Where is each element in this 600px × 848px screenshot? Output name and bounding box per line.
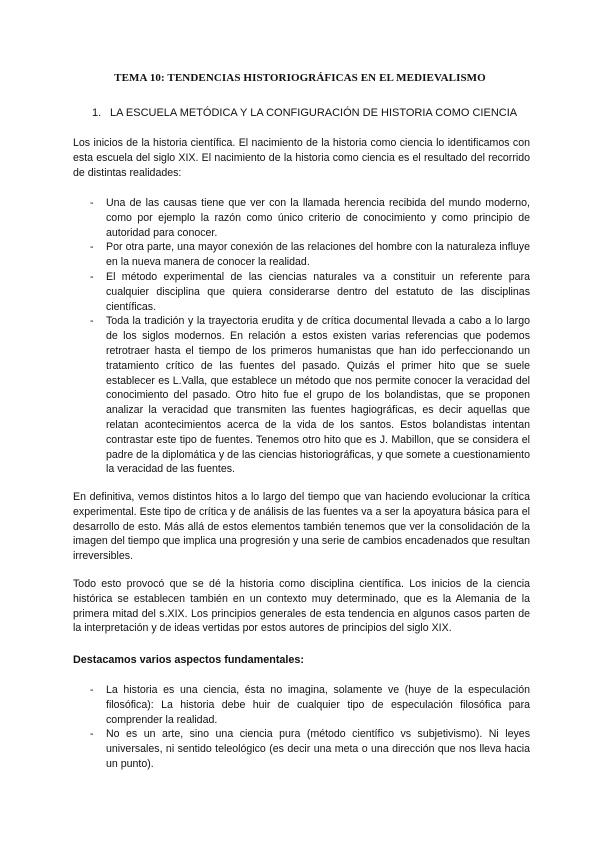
- section-heading: [92, 107, 532, 119]
- list-item: [73, 196, 530, 240]
- intro-paragraph: Los inicios de la historia científica. El nacimiento de la historia como ciencia lo identificamos con esta escuela del siglo XIX. El nacimiento de la historia como ciencia es el resultado del recorrido de distintas realidades:: [73, 137, 530, 179]
- bullet-marker: -: [90, 728, 94, 741]
- bullet-marker: -: [90, 315, 94, 328]
- list-item: [73, 240, 530, 270]
- list-item: [73, 727, 530, 771]
- document-title: TEMA 10: TENDENCIAS HISTORIOGRÁFICAS EN EL MEDIEVALISMO: [114, 72, 486, 84]
- context-paragraph: Todo esto provocó que se dé la historia como disciplina científica. Los inicios de la ciencia histórica se establecen también en un contexto muy determinado, que es la Alemania de la primera mitad del s.XIX. Los principios generales de esta tendencia en algunos casos parten de la interpretación y de ideas vertidas por estos autores de principios del siglo XIX.: [73, 578, 530, 635]
- list-item-text: No es un arte, sino una ciencia pura (método científico vs subjetivismo). Ni leyes universales, ni sentido teleológico (es decir una meta o una dirección que nos lleva hacia un punto).: [106, 728, 530, 770]
- section-number: 1.: [92, 107, 102, 119]
- list-item-text: El método experimental de las ciencias naturales va a constituir un referente para cualquier disciplina que quiera considerarse dentro del estatuto de las disciplinas científicas.: [106, 270, 530, 313]
- bullet-marker: -: [90, 270, 94, 283]
- causes-list: [73, 196, 530, 477]
- list-item: [73, 683, 530, 727]
- conclusion-paragraph: En definitiva, vemos distintos hitos a lo largo del tiempo que van haciendo evolucionar la crítica experimental. Este tipo de crítica y de análisis de las fuentes va a ser la apoyatura básica para el desarrollo de esto. Más allá de estos elementos también tenemos que ver la consolidación de la imagen del tiempo que implica una progresión y una serie de cambios encadenados que resultan irreversibles.: [73, 491, 530, 563]
- aspects-heading: Destacamos varios aspectos fundamentales:: [73, 654, 305, 666]
- list-item-text: La historia es una ciencia, ésta no imagina, solamente ve (huye de la especulación filosófica): La historia debe huir de cualquier tipo de especulación filosófica para comprender la realidad.: [106, 684, 530, 726]
- section-title: LA ESCUELA METÓDICA Y LA CONFIGURACIÓN DE HISTORIA COMO CIENCIA: [110, 107, 518, 119]
- bullet-marker: -: [90, 684, 94, 696]
- list-item-text: Por otra parte, una mayor conexión de las relaciones del hombre con la naturaleza influye en la nueva manera de conocer la realidad.: [106, 241, 530, 269]
- bullet-marker: -: [90, 197, 94, 209]
- list-item: [73, 314, 530, 477]
- list-item-text: Toda la tradición y la trayectoria erudita y de crítica documental llevada a cabo a lo largo de los siglos modernos. En relación a estos existen varias referencias que podemos retrotraer hasta el tiempo de los primeros humanistas que han ido perfeccionando un tratamiento crítico de las fuentes del pasado. Quizás el primer hito que se suele establecer es L.Valla, que establece un método que nos permite conocer la veracidad del conocimiento del pasado. Otro hito fue el grupo de los bolandistas, que se proponen analizar la veracidad que transmiten las fuentes hagiográficas, es decir aquellas que relatan acontecimientos acerca de la vida de los santos. Estos bolandistas intentan contrastar este tipo de fuentes. Tenemos otro hito que es J. Mabillon, que se considera el padre de la diplomática y de las ciencias historiográficas, y que somete a cuestionamiento la veracidad de las fuentes.: [106, 315, 530, 476]
- bullet-marker: -: [90, 241, 94, 254]
- aspects-list: [73, 683, 530, 772]
- list-item-text: Una de las causas tiene que ver con la llamada herencia recibida del mundo moderno, como por ejemplo la razón como único criterio de conocimiento y como principio de autoridad para conocer.: [106, 197, 530, 239]
- list-item: [73, 270, 530, 314]
